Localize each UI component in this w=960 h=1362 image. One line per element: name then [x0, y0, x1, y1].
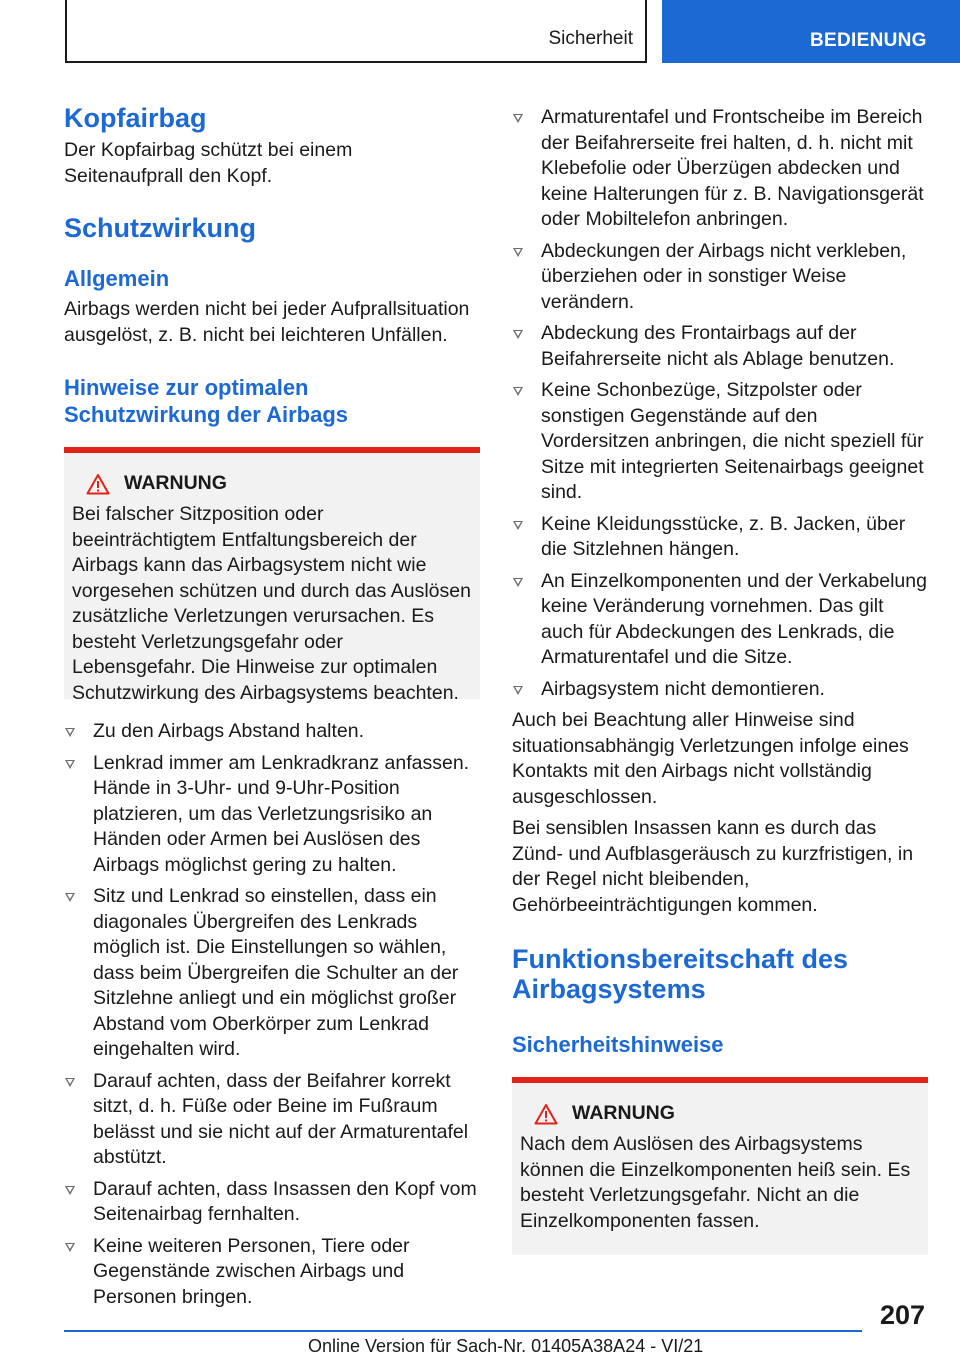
paragraph-gehoer: Bei sensiblen Insassen kann es durch das Zünd- und Aufblasgeräusch zu kurzfristigen, in der Regel nicht bleibenden, Gehörbeeinträchtigungen kommen.	[512, 817, 914, 916]
list-item: Darauf achten, dass der Beifahrer korrekt sitzt, d. h. Füße oder Beine im Fußraum belässt und sie nicht auf der Armaturentafel abstützt.	[64, 1069, 482, 1171]
list-item: Abdeckungen der Airbags nicht verkleben, überziehen oder in sonstiger Weise verändern.	[512, 239, 930, 316]
header-section-box	[65, 0, 647, 63]
warning-text: Bei falscher Sitzposition oder beeinträchtigtem Entfaltungsbereich der Airbags kann das Airbagsystem nicht wie vorgesehen schützen und durch das Auslösen zusätzliche Verletzungen verursachen. Es besteht Verletzungsgefahr oder Lebensgefahr. Die Hinweise zur optimalen Schutzwirkung des Airbagsystems beachten.	[72, 503, 471, 704]
warning-triangle-icon	[534, 1103, 558, 1125]
warning-text: Nach dem Auslösen des Airbagsystems können die Einzelkomponenten heiß sein. Es besteht Verletzungsgefahr. Nicht an die Einzelkomponenten fassen.	[520, 1133, 911, 1232]
page-number: 207	[880, 1300, 926, 1330]
triangle-bullet-icon	[65, 1078, 75, 1087]
list-item: Zu den Airbags Abstand halten.	[64, 719, 482, 745]
list-item: Keine weiteren Personen, Tiere oder Gegenstände zwischen Airbags und Personen bringen.	[64, 1234, 482, 1311]
heading-allgemein: Allgemein	[64, 266, 170, 291]
triangle-bullet-icon	[513, 330, 523, 339]
paragraph-allgemein: Airbags werden nicht bei jeder Aufprallsituation ausgelöst, z. B. nicht bei leichteren Unfällen.	[64, 298, 470, 346]
paragraph-kopfairbag: Der Kopfairbag schützt bei einem Seitenaufprall den Kopf.	[64, 139, 353, 187]
header-tab-bedienung	[662, 0, 960, 63]
warning-title: WARNUNG	[124, 472, 227, 494]
heading-schutzwirkung: Schutzwirkung	[64, 213, 257, 243]
heading-hinweise: Hinweise zur optimalen Schutzwirkung der Airbags	[64, 375, 349, 427]
heading-funktionsbereitschaft: Funktionsbereitschaft des Airbagsystems	[512, 944, 849, 1004]
bullet-list-right	[512, 105, 930, 702]
triangle-bullet-icon	[513, 686, 523, 695]
triangle-bullet-icon	[513, 248, 523, 257]
triangle-bullet-icon	[65, 1243, 75, 1252]
paragraph-verletzungen: Auch bei Beachtung aller Hinweise sind situationsabhängig Verletzungen infolge eines Kontakts mit den Airbags nicht vollständig ausgeschlossen.	[512, 709, 909, 808]
warning-header	[86, 471, 472, 496]
footer-divider	[64, 1330, 862, 1332]
triangle-bullet-icon	[513, 387, 523, 396]
triangle-bullet-icon	[65, 1186, 75, 1195]
triangle-bullet-icon	[513, 114, 523, 123]
list-item: An Einzelkomponenten und der Verkabelung keine Veränderung vornehmen. Das gilt auch für Abdeckungen des Lenkrads, die Armaturentafel und die Sitze.	[512, 569, 930, 671]
header-tab-label: BEDIENUNG	[810, 30, 927, 51]
triangle-bullet-icon	[513, 578, 523, 587]
list-item: Airbagsystem nicht demontieren.	[512, 677, 930, 703]
left-column	[64, 100, 482, 1316]
right-column	[512, 105, 930, 1255]
header-section-label: Sicherheit	[548, 28, 633, 49]
triangle-bullet-icon	[513, 521, 523, 530]
bullet-list-left	[64, 719, 482, 1310]
warning-box	[512, 1077, 928, 1255]
triangle-bullet-icon	[65, 893, 75, 902]
list-item: Darauf achten, dass Insassen den Kopf vom Seitenairbag fernhalten.	[64, 1177, 482, 1228]
warning-triangle-icon	[86, 473, 110, 495]
heading-kopfairbag: Kopfairbag	[64, 103, 207, 133]
list-item: Armaturentafel und Frontscheibe im Bereich der Beifahrerseite frei halten, d. h. nicht mit Klebefolie oder Überzügen abdecken und keine Halterungen für z. B. Navigationsgerät oder Mobiltelefon anbringen.	[512, 105, 930, 233]
list-item: Keine Kleidungsstücke, z. B. Jacken, über die Sitzlehnen hängen.	[512, 512, 930, 563]
list-item: Lenkrad immer am Lenkradkranz anfassen. Hände in 3-Uhr- und 9-Uhr-Position platzieren, um das Verletzungsrisiko an Händen oder Armen bei Auslösen des Airbags möglichst gering zu halten.	[64, 751, 482, 879]
footer-text: Online Version für Sach-Nr. 01405A38A24 - VI/21	[308, 1336, 704, 1356]
triangle-bullet-icon	[65, 760, 75, 769]
heading-sicherheitshinweise: Sicherheitshinweise	[512, 1032, 724, 1057]
list-item: Sitz und Lenkrad so einstellen, dass ein diagonales Übergreifen des Lenkrads möglich ist. Die Einstellungen so wählen, dass beim Übergreifen die Schulter an der Sitzlehne anliegt und ein möglichst großer Abstand vom Oberkörper zum Lenkrad eingehalten wird.	[64, 884, 482, 1063]
list-item: Abdeckung des Frontairbags auf der Beifahrerseite nicht als Ablage benutzen.	[512, 321, 930, 372]
list-item: Keine Schonbezüge, Sitzpolster oder sonstigen Gegenstände auf den Vordersitzen anbringen, die nicht speziell für Sitze mit integrierten Seitenairbags geeignet sind.	[512, 378, 930, 506]
warning-header	[534, 1101, 920, 1126]
triangle-bullet-icon	[65, 728, 75, 737]
warning-box	[64, 447, 480, 704]
warning-title: WARNUNG	[572, 1102, 675, 1124]
